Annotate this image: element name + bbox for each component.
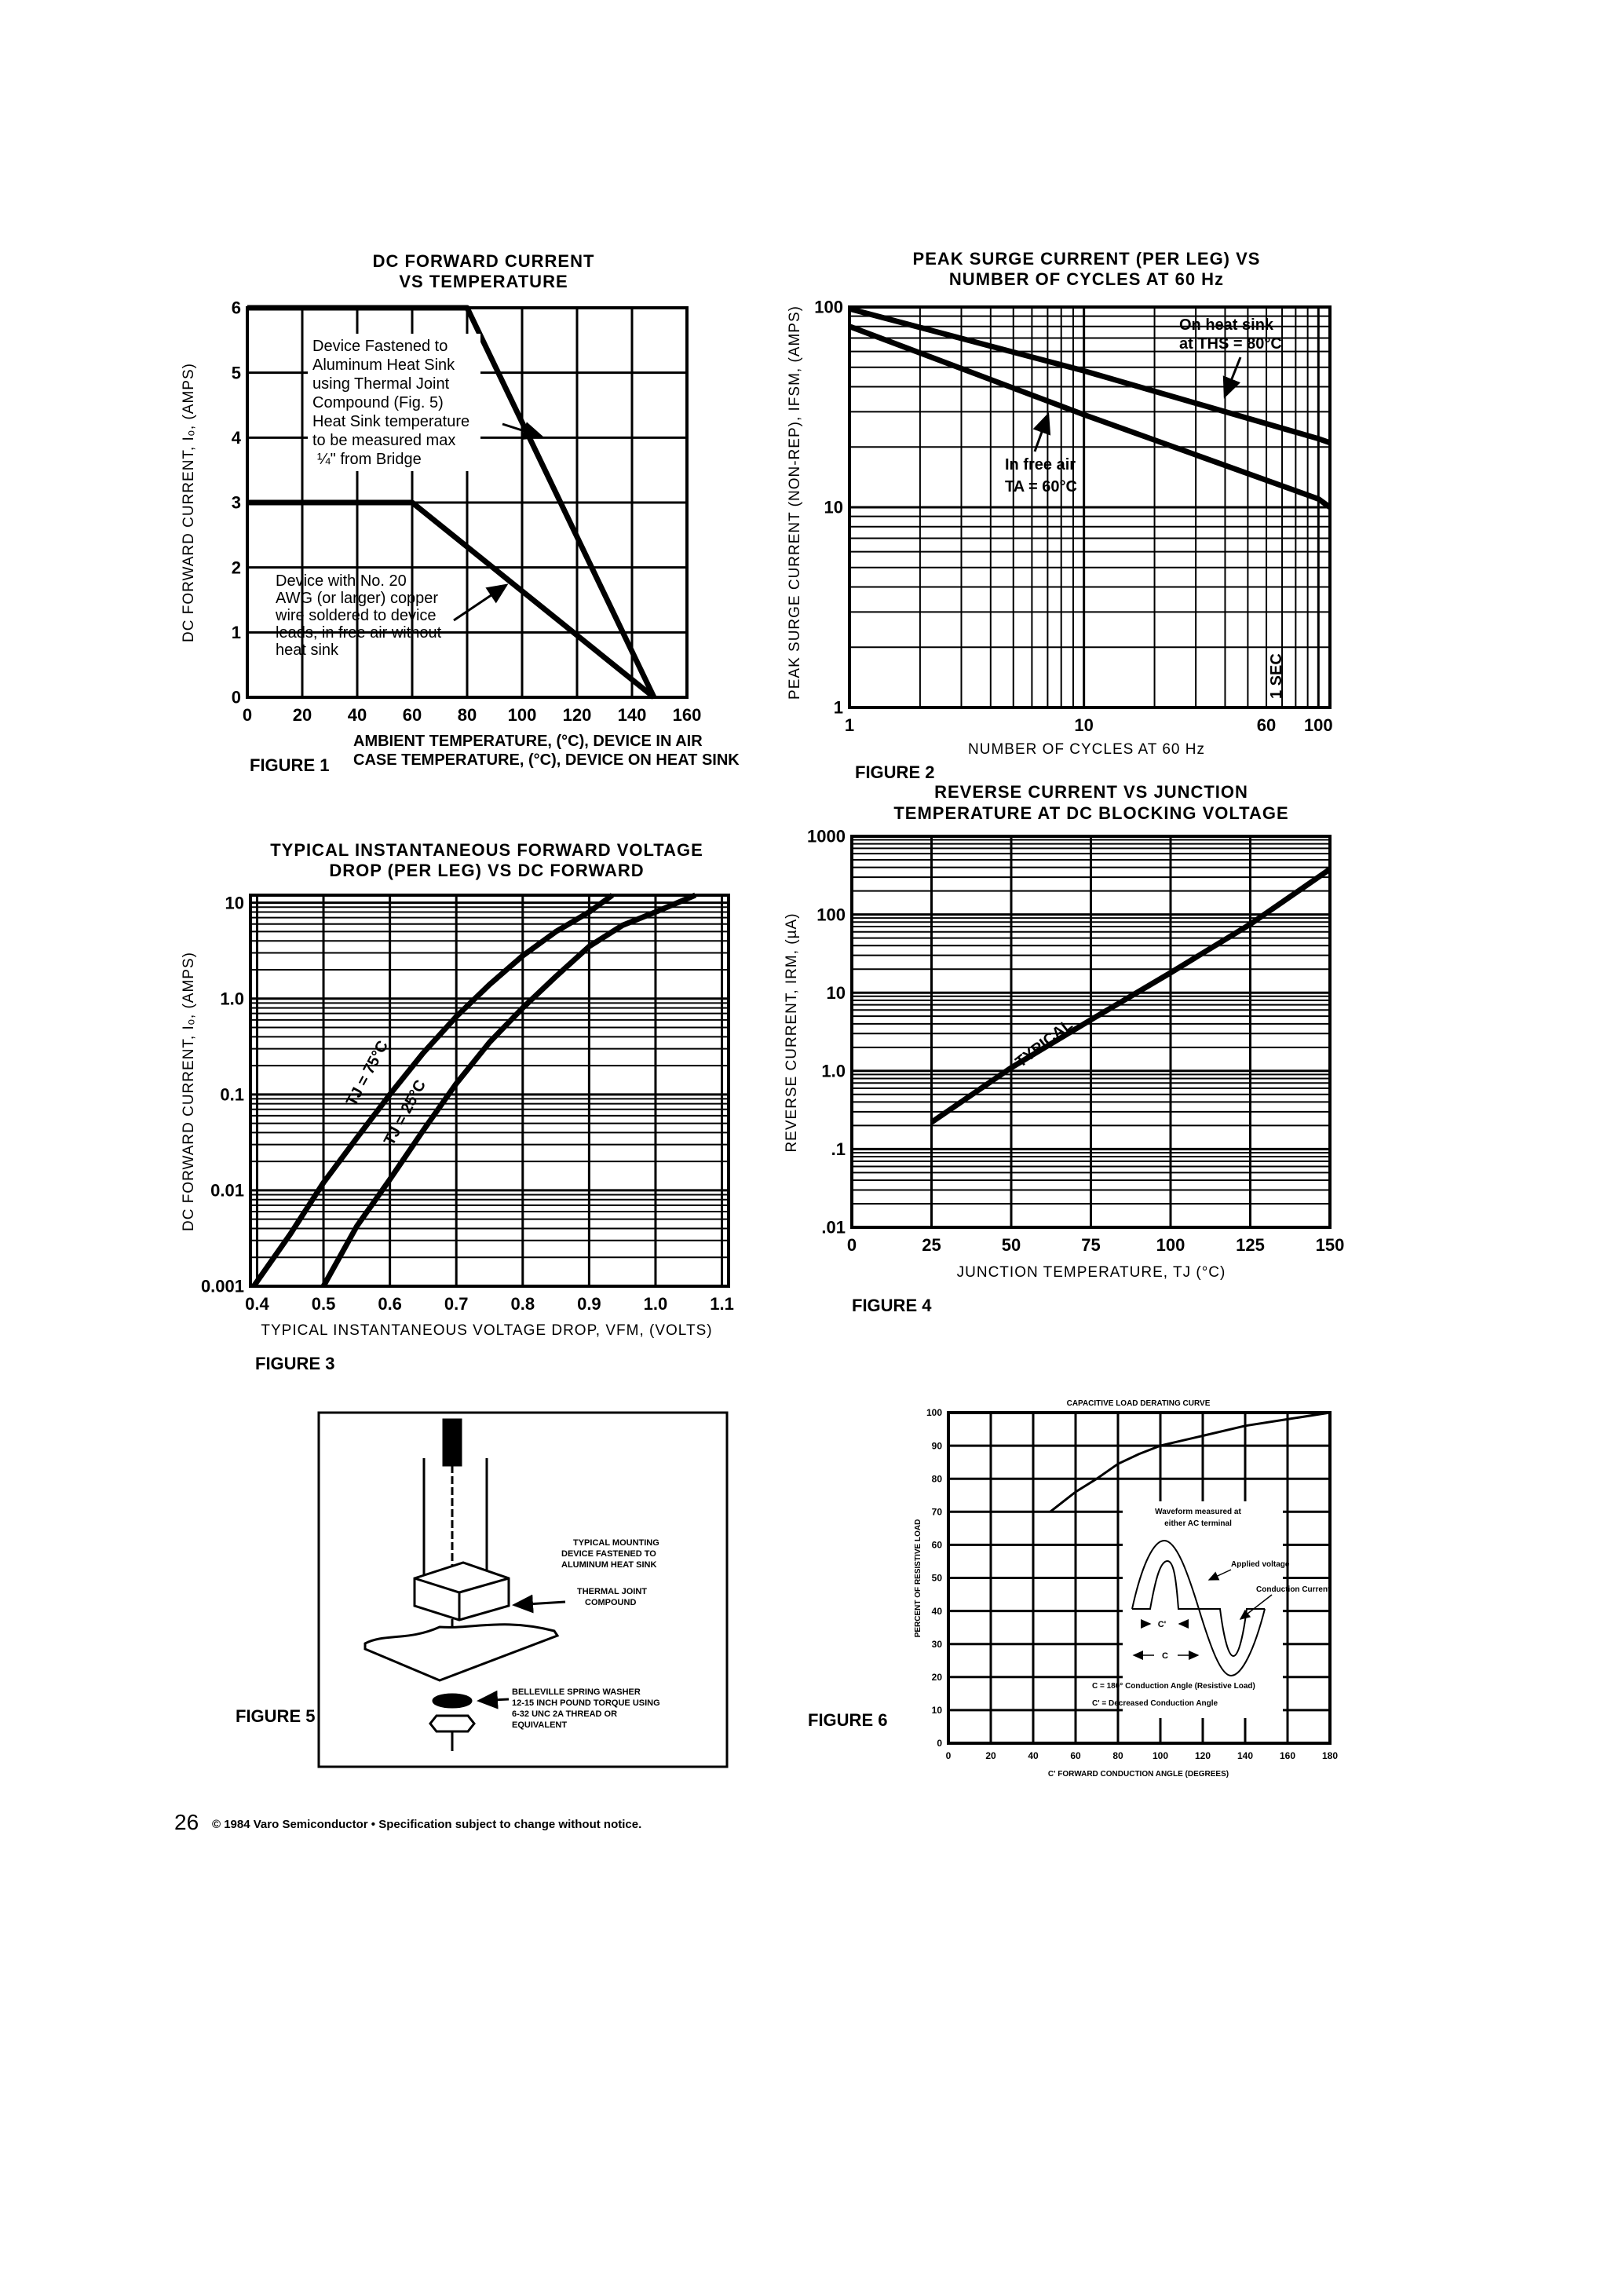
figure-label: FIGURE 5 [236, 1706, 316, 1726]
plot-frame [250, 895, 729, 1286]
chart-title-line: DROP (PER LEG) VS DC FORWARD [329, 861, 645, 880]
curve-label-typical: TYPICAL [1012, 1015, 1076, 1071]
figure-4-chart [784, 782, 1344, 1315]
y-tick-label: 100 [814, 297, 843, 317]
chart-title-line: PEAK SURGE CURRENT (PER LEG) VS [912, 249, 1261, 269]
x-tick-label: 1 [844, 715, 855, 735]
callout-line: DEVICE FASTENED TO [561, 1549, 656, 1559]
x-tick-label: 60 [402, 705, 422, 725]
y-tick-label: 1 [231, 623, 241, 643]
annotation-line: using Thermal Joint [312, 375, 450, 393]
annotation-line: Aluminum Heat Sink [312, 356, 455, 374]
annotation-line: Device with No. 20 [276, 572, 407, 590]
x-tick-label: 0 [242, 705, 253, 725]
y-tick-label: 80 [931, 1473, 942, 1485]
y-tick-label: 60 [931, 1539, 942, 1551]
x-tick-label: 20 [985, 1750, 996, 1761]
y-tick-label: 1 [833, 697, 843, 718]
callout-line: TYPICAL MOUNTING [573, 1538, 659, 1548]
chart-plot-area [926, 1407, 1338, 1761]
c-marker: C [1162, 1651, 1168, 1661]
x-tick-label: 100 [1156, 1235, 1185, 1255]
x-tick-label: 40 [1028, 1750, 1039, 1761]
x-tick-label: 60 [1256, 715, 1277, 735]
chart-title-line: VS TEMPERATURE [399, 272, 568, 291]
chart-title-line: TEMPERATURE AT DC BLOCKING VOLTAGE [893, 803, 1289, 823]
x-axis-label: NUMBER OF CYCLES AT 60 Hz [968, 741, 1205, 758]
x-tick-label: 0.8 [510, 1294, 535, 1314]
x-tick-label: 150 [1315, 1235, 1345, 1255]
series-line [254, 895, 612, 1286]
x-tick-label: 1.0 [643, 1294, 668, 1314]
x-tick-label: 0.7 [444, 1294, 469, 1314]
figure-2-chart [787, 249, 1333, 782]
x-tick-label: 60 [1070, 1750, 1081, 1761]
x-tick-label: 125 [1236, 1235, 1265, 1255]
nut-icon [430, 1716, 474, 1731]
figure-label: FIGURE 3 [255, 1354, 335, 1373]
y-tick-label: 100 [816, 905, 846, 925]
y-tick-label: 90 [931, 1440, 942, 1452]
chart-plot-area [814, 298, 1332, 735]
curve-label-25c: TJ = 25°C [380, 1077, 430, 1149]
y-tick-label: 0.01 [210, 1180, 244, 1201]
x-tick-label: 140 [1237, 1750, 1254, 1761]
y-tick-label: 1000 [807, 826, 846, 846]
annotation-line: Waveform measured at [1155, 1508, 1241, 1516]
chart-title-line: REVERSE CURRENT VS JUNCTION [934, 782, 1248, 802]
arrow-icon [454, 585, 506, 620]
annotation-applied-voltage: Applied voltage [1231, 1560, 1290, 1569]
annotation-line: Heat Sink temperature [312, 413, 470, 430]
y-axis-label: DC FORWARD CURRENT, Iₒ, (AMPS) [181, 363, 197, 642]
x-tick-label: 0.6 [378, 1294, 402, 1314]
figure-label: FIGURE 6 [808, 1710, 888, 1730]
annotation-line: Device Fastened to [312, 338, 448, 355]
annotation-line: TA = 60°C [1005, 478, 1077, 495]
y-axis-label: REVERSE CURRENT, IRM, (µA) [784, 912, 800, 1153]
x-axis-label-line: CASE TEMPERATURE, (°C), DEVICE ON HEAT SINK [353, 751, 740, 769]
page-number: 26 [174, 1810, 199, 1834]
annotation-line: On heat sink [1179, 316, 1274, 334]
y-tick-label: 5 [231, 363, 241, 383]
y-tick-label: 100 [926, 1407, 942, 1419]
annotation-line: AWG (or larger) copper [276, 590, 439, 607]
annotation-conduction-current: Conduction Current [1256, 1585, 1331, 1594]
chart-title-line: NUMBER OF CYCLES AT 60 Hz [948, 269, 1225, 289]
figure-1-chart [181, 251, 740, 775]
x-tick-label: 1.1 [710, 1294, 734, 1314]
y-tick-label: 0.001 [200, 1276, 244, 1296]
y-tick-label: 10 [931, 1705, 942, 1717]
x-tick-label: 160 [1279, 1750, 1296, 1761]
y-tick-label: 1.0 [220, 989, 244, 1009]
callout-line: 6-32 UNC 2A THREAD OR [512, 1709, 618, 1719]
y-tick-label: 0.1 [220, 1084, 244, 1105]
annotation-line: at THS = 80°C [1179, 335, 1282, 353]
curve-label-75c: TJ = 75°C [342, 1037, 393, 1110]
x-tick-label: 120 [562, 705, 592, 725]
x-tick-label: 75 [1081, 1235, 1101, 1255]
annotation-line: to be measured max [312, 432, 456, 449]
y-tick-label: 0 [231, 687, 241, 707]
chart-title: CAPACITIVE LOAD DERATING CURVE [1066, 1399, 1211, 1408]
annotation-line: In free air [1005, 456, 1076, 473]
y-tick-label: .1 [831, 1139, 846, 1160]
annotation-line: ¼" from Bridge [317, 451, 422, 468]
y-tick-label: 10 [225, 893, 244, 913]
c-prime-marker: C' [1157, 1620, 1167, 1629]
x-tick-label: 0.4 [245, 1294, 269, 1314]
chart-title-line: TYPICAL INSTANTANEOUS FORWARD VOLTAGE [270, 840, 703, 860]
y-tick-label: 20 [931, 1672, 942, 1683]
legend-line: C = 180° Conduction Angle (Resistive Load) [1092, 1682, 1255, 1691]
x-tick-label: 140 [617, 705, 647, 725]
x-tick-label: 100 [1152, 1750, 1169, 1761]
y-tick-label: 10 [826, 982, 846, 1003]
x-tick-label: 80 [1112, 1750, 1123, 1761]
annotation-free-air [275, 572, 506, 659]
y-tick-label: 10 [824, 497, 843, 517]
x-tick-label: 10 [1074, 715, 1094, 735]
heat-sink-plate-icon [365, 1625, 557, 1680]
y-tick-label: 50 [931, 1572, 942, 1584]
x-tick-label: 0.5 [311, 1294, 336, 1314]
annotation-heat-sink [308, 334, 542, 471]
x-tick-label: 25 [922, 1235, 941, 1255]
chart-title-line: DC FORWARD CURRENT [372, 251, 595, 271]
x-tick-label: 50 [1001, 1235, 1021, 1255]
series-line [849, 327, 1330, 507]
y-tick-label: 30 [931, 1638, 942, 1650]
callout-line: THERMAL JOINT [577, 1587, 648, 1596]
x-axis-label: C' FORWARD CONDUCTION ANGLE (DEGREES) [1047, 1770, 1229, 1779]
x-tick-label: 20 [292, 705, 312, 725]
washer-icon [433, 1695, 471, 1707]
annotation-line: Compound (Fig. 5) [312, 394, 444, 411]
x-tick-label: 120 [1194, 1750, 1211, 1761]
x-axis-label-line: AMBIENT TEMPERATURE, (°C), DEVICE IN AIR [353, 733, 703, 750]
x-tick-label: 40 [347, 705, 367, 725]
y-tick-label: 70 [931, 1506, 942, 1518]
callout-line: EQUIVALENT [512, 1720, 568, 1730]
x-tick-label: 160 [672, 705, 702, 725]
y-tick-label: 6 [231, 298, 241, 318]
x-axis-label: TYPICAL INSTANTANEOUS VOLTAGE DROP, VFM, (VOLTS) [261, 1322, 713, 1339]
annotation-line: heat sink [276, 642, 339, 659]
x-tick-label: 100 [507, 705, 537, 725]
y-tick-label: 2 [231, 558, 241, 578]
chart-plot-area [807, 827, 1344, 1255]
y-tick-label: 0 [937, 1738, 942, 1749]
figure-label: FIGURE 4 [852, 1296, 932, 1315]
y-tick-label: 3 [231, 492, 241, 513]
y-tick-label: 4 [231, 428, 241, 448]
legend-line: C' = Decreased Conduction Angle [1092, 1699, 1218, 1708]
x-tick-label: 0 [846, 1235, 857, 1255]
figure-label: FIGURE 1 [250, 755, 330, 775]
x-tick-label: 180 [1321, 1750, 1339, 1761]
y-axis-label: PERCENT OF RESISTIVE LOAD [914, 1519, 922, 1638]
annotation-line: leads, in free air without [276, 624, 442, 642]
callout-line: ALUMINUM HEAT SINK [561, 1560, 657, 1570]
annotation-line: either AC terminal [1164, 1519, 1232, 1528]
one-second-marker: 1 SEC [1268, 653, 1285, 699]
y-axis-label: DC FORWARD CURRENT, Iₒ, (AMPS) [181, 952, 197, 1231]
x-axis-label: JUNCTION TEMPERATURE, TJ (°C) [956, 1264, 1226, 1281]
y-tick-label: 1.0 [821, 1061, 846, 1081]
callout-line: COMPOUND [585, 1598, 637, 1607]
arrow-icon [1035, 415, 1048, 452]
y-axis-label: PEAK SURGE CURRENT (NON-REP), IFSM, (AMPS) [787, 305, 803, 700]
annotation-line: wire soldered to device [276, 607, 437, 624]
footer-copyright: © 1984 Varo Semiconductor • Specification subject to change without notice. [212, 1818, 642, 1831]
figure-label: FIGURE 2 [855, 762, 935, 782]
x-tick-label: 0 [945, 1750, 952, 1761]
series-line [323, 895, 696, 1286]
callout-line: 12-15 INCH POUND TORQUE USING [512, 1698, 660, 1708]
arrow-icon [1225, 357, 1240, 397]
x-tick-label: 100 [1303, 715, 1333, 735]
figure-5-mounting-illustration [236, 1413, 727, 1767]
x-tick-label: 80 [457, 705, 477, 725]
x-tick-label: 0.9 [577, 1294, 601, 1314]
y-tick-label: 40 [931, 1605, 942, 1617]
figure-6-chart [808, 1399, 1338, 1779]
chart-plot-area [201, 893, 734, 1314]
callout-line: BELLEVILLE SPRING WASHER [512, 1687, 641, 1697]
screw-icon [444, 1420, 461, 1465]
figure-3-chart [181, 840, 734, 1373]
y-tick-label: .01 [821, 1217, 846, 1238]
